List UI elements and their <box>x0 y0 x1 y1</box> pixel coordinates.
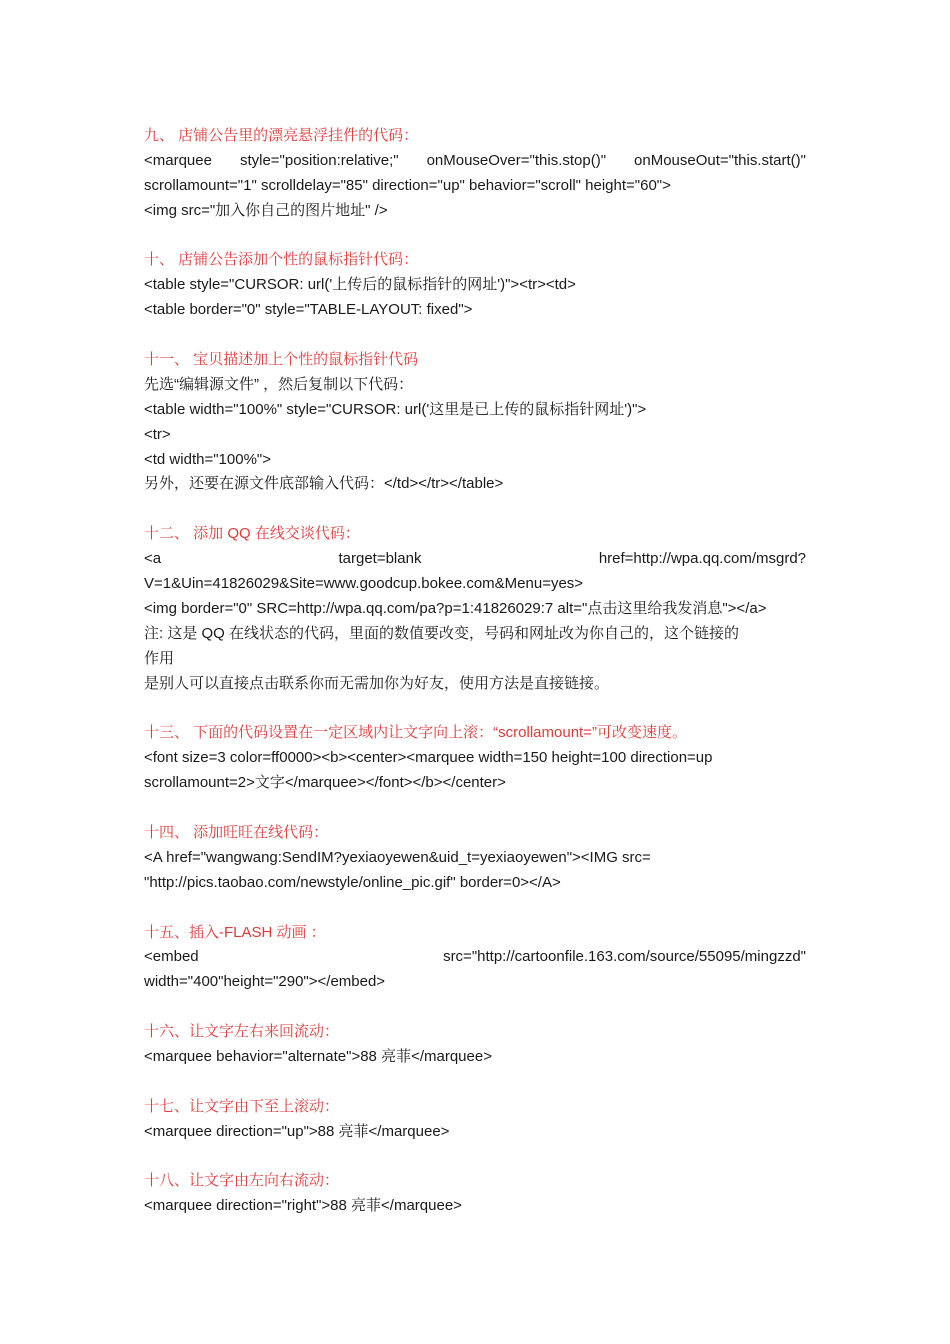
code-token: 注: 这是 QQ 在线状态的代码，里面的数值要改变，号码和网址改为你自己的，这个链接的 <box>144 624 740 642</box>
code-line: <A href="wangwang:SendIM?yexiaoyewen&uid_t=yexiaoyewen"><IMG src= <box>144 848 651 866</box>
code-line: <tr> <box>144 425 171 443</box>
document-body <box>144 124 806 1219</box>
section-8 <box>144 1020 806 1070</box>
code-token: <marquee <box>144 151 212 169</box>
code-line: 是别人可以直接点击联系你而无需加你为好友，使用方法是直接链接。 <box>144 674 610 692</box>
code-token: onMouseOut="this.start()" <box>634 151 806 169</box>
section-9 <box>144 1095 806 1145</box>
code-token: target=blank <box>338 550 422 568</box>
section-heading: 十四、 添加旺旺在线代码： <box>144 823 329 841</box>
paragraph-gap <box>144 323 806 348</box>
code-line: <img border="0" SRC=http://wpa.qq.com/pa?p=1:41826029:7 alt="点击这里给我发消息"></a> <box>144 599 767 617</box>
paragraph-gap <box>144 896 806 921</box>
paragraph-gap <box>144 796 806 821</box>
code-line: <table border="0" style="TABLE-LAYOUT: fixed"> <box>144 301 473 319</box>
code-line: <td width="100%"> <box>144 450 271 468</box>
paragraph-gap <box>144 1145 806 1170</box>
section-10 <box>144 1169 806 1219</box>
code-line: <marquee direction="up">88 亮菲</marquee> <box>144 1122 450 1140</box>
code-line: <img src="加入你自己的图片地址" /> <box>144 201 388 219</box>
paragraph-gap <box>144 497 806 522</box>
code-line: <table style="CURSOR: url('上传后的鼠标指针的网址')"><tr><td> <box>144 276 576 294</box>
code-line: 另外，还要在源文件底部输入代码：</td></tr></table> <box>144 475 504 493</box>
paragraph-gap <box>144 995 806 1020</box>
section-4 <box>144 522 806 696</box>
code-line: scrollamount="1" scrolldelay="85" direction="up" behavior="scroll" height="60"> <box>144 176 671 194</box>
code-line: scrollamount=2>文字</marquee></font></b></center> <box>144 774 506 792</box>
section-2 <box>144 248 806 323</box>
code-token: onMouseOver="this.stop()" <box>426 151 607 169</box>
section-1 <box>144 124 806 224</box>
section-heading: 十八、让文字由左向右流动： <box>144 1172 340 1190</box>
code-line-justified <box>144 547 806 572</box>
code-line: <table width="100%" style="CURSOR: url('这里是已上传的鼠标指针网址')"> <box>144 400 647 418</box>
code-token: <embed <box>144 948 199 966</box>
code-line-justified <box>144 149 806 174</box>
section-heading: 十二、 添加 QQ 在线交谈代码： <box>144 525 360 543</box>
paragraph-gap <box>144 696 806 721</box>
section-7 <box>144 921 806 996</box>
paragraph-gap <box>144 1070 806 1095</box>
code-line: 作用 <box>144 649 175 667</box>
code-token: <a <box>144 550 162 568</box>
code-token: style="position:relative;" <box>239 151 399 169</box>
code-token: href=http://wpa.qq.com/msgrd? <box>598 550 806 568</box>
section-heading: 十、 店铺公告添加个性的鼠标指针代码： <box>144 251 419 269</box>
code-line: "http://pics.taobao.com/newstyle/online_pic.gif" border=0></A> <box>144 873 561 891</box>
section-heading: 十七、让文字由下至上滚动： <box>144 1097 340 1115</box>
code-line: <marquee behavior="alternate">88 亮菲</marquee> <box>144 1047 492 1065</box>
section-heading: 十三、 下面的代码设置在一定区域内让文字向上滚：“scrollamount=”可改变速度。 <box>144 724 687 742</box>
section-heading: 九、 店铺公告里的漂亮悬浮挂件的代码： <box>144 127 419 144</box>
code-line: width="400"height="290"></embed> <box>144 973 386 991</box>
section-heading: 十六、让文字左右来回流动： <box>144 1023 340 1041</box>
paragraph-gap <box>144 224 806 249</box>
code-line: <marquee direction="right">88 亮菲</marquee> <box>144 1197 462 1215</box>
code-line: <font size=3 color=ff0000><b><center><marquee width=150 height=100 direction=up <box>144 749 713 767</box>
section-heading: 十一、 宝贝描述加上个性的鼠标指针代码 <box>144 351 419 369</box>
section-6 <box>144 821 806 896</box>
section-3 <box>144 348 806 497</box>
code-line-justified <box>144 945 806 970</box>
section-heading: 十五、插入-FLASH 动画 ： <box>144 923 326 941</box>
code-line: V=1&Uin=41826029&Site=www.goodcup.bokee.com&Menu=yes> <box>144 575 584 593</box>
code-line: 先选“编辑源文件” ，然后复制以下代码： <box>144 375 414 393</box>
code-line-justified <box>144 622 806 647</box>
section-5 <box>144 721 806 796</box>
code-token: src="http://cartoonfile.163.com/source/55095/mingzzd" <box>443 948 806 966</box>
